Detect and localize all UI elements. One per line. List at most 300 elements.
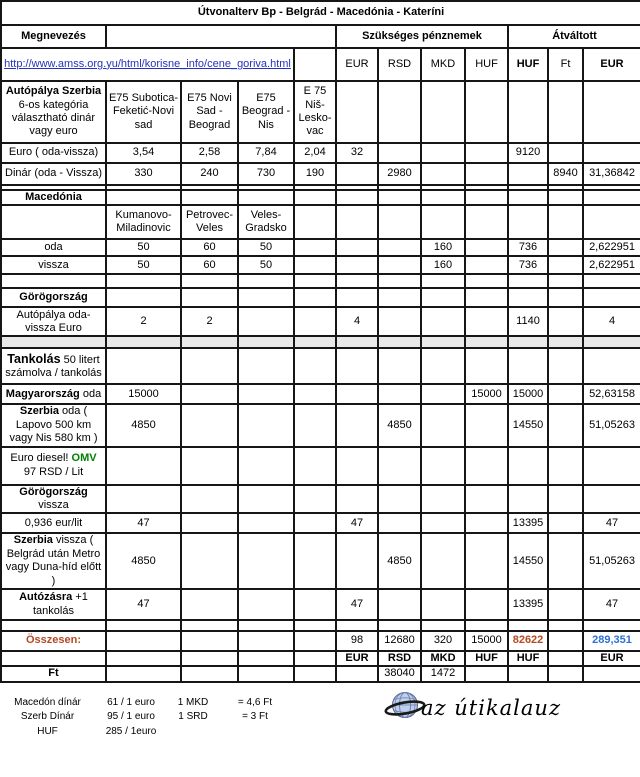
table-cell <box>1 447 106 485</box>
empty-cell <box>106 25 336 48</box>
empty-cell <box>294 256 336 274</box>
rate-equivalent: = 4,6 Ft <box>237 696 273 708</box>
table-cell: 47 <box>583 589 640 620</box>
empty-cell <box>421 513 465 533</box>
empty-cell <box>106 651 181 666</box>
text-segment: Görögország <box>19 485 88 498</box>
empty-cell <box>583 274 640 288</box>
table-cell: 15000 <box>106 384 181 404</box>
empty-cell <box>181 404 238 446</box>
empty-cell <box>294 447 336 485</box>
empty-cell <box>378 447 421 485</box>
empty-cell <box>548 404 583 446</box>
table-cell: Görögország <box>1 288 106 307</box>
dinar-oda-vissza-row <box>1 163 640 185</box>
empty-cell <box>294 651 336 666</box>
empty-cell <box>336 384 378 404</box>
empty-cell <box>421 447 465 485</box>
empty-cell <box>465 404 508 446</box>
empty-cell <box>1 651 106 666</box>
euro-diesel-row <box>1 447 640 485</box>
table-cell <box>1 533 106 589</box>
text-segment: Autópálya Szerbia <box>5 85 102 98</box>
empty-cell <box>421 533 465 589</box>
table-cell: 736 <box>508 256 548 274</box>
rate-value: 95 / 1 euro <box>107 711 155 723</box>
empty-cell <box>238 631 294 651</box>
table-cell: 2,58 <box>181 143 238 163</box>
empty-cell <box>238 651 294 666</box>
empty-cell <box>181 620 238 631</box>
empty-cell <box>106 485 181 514</box>
spacer-row <box>1 620 640 631</box>
table-cell <box>1 81 106 143</box>
text-segment: Szerbia <box>13 534 53 547</box>
empty-cell <box>548 81 583 143</box>
empty-cell <box>336 274 378 288</box>
spacer-row <box>1 274 640 288</box>
empty-cell <box>336 239 378 256</box>
logo-text: az útikalauz <box>421 695 562 720</box>
eur-per-lit-row <box>1 513 640 533</box>
empty-cell <box>548 651 583 666</box>
empty-cell <box>238 307 294 336</box>
table-cell: 736 <box>508 239 548 256</box>
table-cell: 2,622951 <box>583 256 640 274</box>
empty-cell <box>294 666 336 681</box>
empty-cell <box>548 143 583 163</box>
table-cell: Szükséges pénznemek <box>336 25 508 48</box>
empty-cell <box>336 348 378 384</box>
table-cell: 7,84 <box>238 143 294 163</box>
empty-cell <box>548 666 583 681</box>
empty-cell <box>378 620 421 631</box>
gorogorszag-section-row <box>1 288 640 307</box>
table-cell: 15000 <box>508 384 548 404</box>
empty-cell <box>238 447 294 485</box>
empty-cell <box>181 533 238 589</box>
osszesen-row <box>1 631 640 651</box>
empty-cell <box>583 666 640 681</box>
table-cell: 50 <box>238 256 294 274</box>
empty-cell <box>421 589 465 620</box>
empty-cell <box>465 485 508 514</box>
text-segment: vissza ( Belgrád után Metro vagy Duna-híd előtt ) <box>5 534 102 587</box>
rate-unit: 1 SRD <box>178 711 208 723</box>
table-cell: 51,05263 <box>583 404 640 446</box>
table-cell: 47 <box>336 589 378 620</box>
table-cell: EUR <box>583 48 640 81</box>
table-cell: HUF <box>465 651 508 666</box>
empty-cell <box>294 620 336 631</box>
empty-cell <box>294 485 336 514</box>
empty-cell <box>465 307 508 336</box>
table-cell: Útvonalterv Bp - Belgrád - Macedónia - Kateríni <box>1 1 640 25</box>
table-cell <box>1 589 106 620</box>
szerbia-oda-row <box>1 404 640 446</box>
rate-unit <box>167 725 219 740</box>
rate-unit: 1 MKD <box>177 696 209 708</box>
table-cell <box>1 404 106 446</box>
empty-cell <box>583 205 640 239</box>
empty-cell <box>548 205 583 239</box>
empty-cell <box>1 620 106 631</box>
shaded-separator-row <box>1 336 640 348</box>
empty-cell <box>508 336 548 348</box>
empty-cell <box>294 48 336 81</box>
empty-cell <box>336 256 378 274</box>
empty-cell <box>336 447 378 485</box>
text-segment: +1 tankolás <box>33 591 88 617</box>
rate-label: Szerb Dínár <box>20 711 75 723</box>
empty-cell <box>583 336 640 348</box>
table-cell: EUR <box>583 651 640 666</box>
empty-cell <box>378 307 421 336</box>
source-url-link[interactable]: http://www.amss.org.yu/html/korisne_info/cene_goriva.html <box>1 48 294 81</box>
table-cell <box>1 485 106 514</box>
empty-cell <box>508 447 548 485</box>
szerbia-vissza-row <box>1 533 640 589</box>
empty-cell <box>181 631 238 651</box>
empty-cell <box>421 485 465 514</box>
empty-cell <box>465 288 508 307</box>
empty-cell <box>378 190 421 205</box>
empty-cell <box>181 190 238 205</box>
table-cell: 8940 <box>548 163 583 185</box>
text-segment: 6-os kategória választható dinár vagy euro <box>11 98 96 138</box>
empty-cell <box>378 589 421 620</box>
table-cell: EUR <box>336 651 378 666</box>
rate-value: 61 / 1 euro <box>107 696 155 708</box>
table-cell: 15000 <box>465 384 508 404</box>
table-cell: 82622 <box>508 631 548 651</box>
table-cell: 31,36842 <box>583 163 640 185</box>
empty-cell <box>548 447 583 485</box>
empty-cell <box>548 288 583 307</box>
empty-cell <box>378 143 421 163</box>
empty-cell <box>548 190 583 205</box>
empty-cell <box>465 190 508 205</box>
header-row <box>1 25 640 48</box>
rate-label: HUF <box>37 725 58 737</box>
table-cell: 4850 <box>378 404 421 446</box>
empty-cell <box>294 239 336 256</box>
empty-cell <box>421 288 465 307</box>
empty-cell <box>465 447 508 485</box>
empty-cell <box>548 256 583 274</box>
empty-cell <box>238 589 294 620</box>
empty-cell <box>336 404 378 446</box>
table-cell: Veles-Gradsko <box>238 205 294 239</box>
text-segment: 50 litert számolva / tankolás <box>5 354 102 380</box>
table-cell: E75 Subotica-Feketić-Novi sad <box>106 81 181 143</box>
empty-cell <box>583 81 640 143</box>
empty-cell <box>548 589 583 620</box>
euro-oda-vissza-row <box>1 143 640 163</box>
table-cell: 1140 <box>508 307 548 336</box>
empty-cell <box>583 485 640 514</box>
table-cell: Ft <box>548 48 583 81</box>
table-cell: 2 <box>181 307 238 336</box>
empty-cell <box>336 336 378 348</box>
empty-cell <box>465 589 508 620</box>
empty-cell <box>378 274 421 288</box>
empty-cell <box>294 205 336 239</box>
rate-label: Macedón dínár <box>14 696 81 708</box>
empty-cell <box>378 239 421 256</box>
empty-cell <box>238 288 294 307</box>
table-cell: 4 <box>336 307 378 336</box>
empty-cell <box>465 513 508 533</box>
table-cell: 50 <box>238 239 294 256</box>
table-cell: EUR <box>336 48 378 81</box>
empty-cell <box>465 81 508 143</box>
table-cell: HUF <box>508 651 548 666</box>
text-segment: OMV <box>71 452 97 465</box>
empty-cell <box>508 163 548 185</box>
text-segment: Szerbia <box>19 405 59 418</box>
ft-row <box>1 666 640 681</box>
empty-cell <box>378 288 421 307</box>
empty-cell <box>465 274 508 288</box>
empty-cell <box>548 348 583 384</box>
table-cell: E75 Novi Sad -Beograd <box>181 81 238 143</box>
table-cell: Dinár (oda - Vissza) <box>1 163 106 185</box>
table-cell: oda <box>1 239 106 256</box>
autopalya-szerbia-row <box>1 81 640 143</box>
currency-header-row <box>1 48 640 81</box>
table-cell: 289,351 <box>583 631 640 651</box>
gorogorszag-autopalya-row <box>1 307 640 336</box>
empty-cell <box>181 589 238 620</box>
empty-cell <box>421 620 465 631</box>
empty-cell <box>181 666 238 681</box>
table-cell: 1472 <box>421 666 465 681</box>
table-cell: 2,04 <box>294 143 336 163</box>
macedonia-oda-row <box>1 239 640 256</box>
table-cell: 730 <box>238 163 294 185</box>
table-cell: Macedónia <box>1 190 106 205</box>
table-cell: 330 <box>106 163 181 185</box>
empty-cell <box>548 307 583 336</box>
title-row <box>1 1 640 25</box>
table-cell: 160 <box>421 239 465 256</box>
table-cell: E 75 Niš-Lesko-vac <box>294 81 336 143</box>
empty-cell <box>238 666 294 681</box>
empty-cell <box>421 81 465 143</box>
empty-cell <box>421 336 465 348</box>
table-cell: 98 <box>336 631 378 651</box>
table-cell: 14550 <box>508 404 548 446</box>
empty-cell <box>181 513 238 533</box>
table-cell: 2,622951 <box>583 239 640 256</box>
empty-cell <box>336 666 378 681</box>
table-cell: 47 <box>106 513 181 533</box>
empty-cell <box>583 620 640 631</box>
table-cell: 38040 <box>378 666 421 681</box>
table-cell: 60 <box>181 239 238 256</box>
table-cell: 320 <box>421 631 465 651</box>
empty-cell <box>378 81 421 143</box>
empty-cell <box>336 533 378 589</box>
empty-cell <box>378 513 421 533</box>
empty-cell <box>583 143 640 163</box>
empty-cell <box>238 513 294 533</box>
empty-cell <box>294 348 336 384</box>
empty-cell <box>1 336 106 348</box>
empty-cell <box>336 190 378 205</box>
footer <box>0 683 640 758</box>
empty-cell <box>238 620 294 631</box>
table-cell: Euro ( oda-vissza) <box>1 143 106 163</box>
empty-cell <box>181 384 238 404</box>
empty-cell <box>583 288 640 307</box>
empty-cell <box>106 274 181 288</box>
empty-cell <box>548 274 583 288</box>
empty-cell <box>106 447 181 485</box>
empty-cell <box>106 190 181 205</box>
empty-cell <box>378 485 421 514</box>
empty-cell <box>294 589 336 620</box>
empty-cell <box>294 288 336 307</box>
empty-cell <box>106 348 181 384</box>
table-cell: MKD <box>421 651 465 666</box>
empty-cell <box>421 190 465 205</box>
text-segment: Euro diesel! <box>10 452 72 465</box>
empty-cell <box>583 190 640 205</box>
table-cell: vissza <box>1 256 106 274</box>
empty-cell <box>378 384 421 404</box>
empty-cell <box>421 307 465 336</box>
empty-cell <box>548 513 583 533</box>
empty-cell <box>508 666 548 681</box>
empty-cell <box>294 631 336 651</box>
table-cell: Ft <box>1 666 106 681</box>
empty-cell <box>421 404 465 446</box>
empty-cell <box>583 447 640 485</box>
text-segment: oda ( Lapovo 500 km vagy Nis 580 km ) <box>9 405 98 445</box>
empty-cell <box>465 256 508 274</box>
empty-cell <box>238 485 294 514</box>
empty-cell <box>294 336 336 348</box>
macedonia-vissza-row <box>1 256 640 274</box>
empty-cell <box>181 651 238 666</box>
empty-cell <box>336 163 378 185</box>
table-cell: Átváltott <box>508 25 640 48</box>
empty-cell <box>238 348 294 384</box>
table-cell: 15000 <box>465 631 508 651</box>
table-cell: Kumanovo-Miladinovic <box>106 205 181 239</box>
empty-cell <box>508 485 548 514</box>
rate-equivalent <box>219 725 291 740</box>
empty-cell <box>106 666 181 681</box>
table-cell: 13395 <box>508 589 548 620</box>
table-cell: RSD <box>378 48 421 81</box>
empty-cell <box>181 274 238 288</box>
table-cell: 50 <box>106 239 181 256</box>
empty-cell <box>294 404 336 446</box>
magyarorszag-oda-row <box>1 384 640 404</box>
empty-cell <box>465 205 508 239</box>
table-cell: Megnevezés <box>1 25 106 48</box>
empty-cell <box>378 205 421 239</box>
table-cell: 60 <box>181 256 238 274</box>
empty-cell <box>294 384 336 404</box>
empty-cell <box>181 485 238 514</box>
macedonia-routes-row <box>1 205 640 239</box>
empty-cell <box>336 205 378 239</box>
table-cell: MKD <box>421 48 465 81</box>
empty-cell <box>465 143 508 163</box>
empty-cell <box>508 620 548 631</box>
empty-cell <box>548 620 583 631</box>
empty-cell <box>421 274 465 288</box>
empty-cell <box>508 288 548 307</box>
empty-cell <box>294 190 336 205</box>
empty-cell <box>465 533 508 589</box>
empty-cell <box>378 256 421 274</box>
empty-cell <box>583 348 640 384</box>
empty-cell <box>106 631 181 651</box>
table-cell: 2980 <box>378 163 421 185</box>
table-cell: 47 <box>583 513 640 533</box>
table-cell: Autópálya oda-vissza Euro <box>1 307 106 336</box>
utikalauz-logo <box>384 689 561 727</box>
empty-cell <box>465 239 508 256</box>
table-cell: 4850 <box>378 533 421 589</box>
empty-cell <box>548 485 583 514</box>
empty-cell <box>294 274 336 288</box>
table-cell: E75 Beograd - Nis <box>238 81 294 143</box>
table-cell: 240 <box>181 163 238 185</box>
empty-cell <box>1 274 106 288</box>
table-cell: 47 <box>336 513 378 533</box>
empty-cell <box>508 348 548 384</box>
empty-cell <box>421 143 465 163</box>
empty-cell <box>181 447 238 485</box>
text-segment: oda <box>79 387 102 400</box>
empty-cell <box>106 620 181 631</box>
empty-cell <box>238 190 294 205</box>
empty-cell <box>465 348 508 384</box>
table-cell: 51,05263 <box>583 533 640 589</box>
table-cell: 12680 <box>378 631 421 651</box>
table-cell: 3,54 <box>106 143 181 163</box>
empty-cell <box>294 513 336 533</box>
empty-cell <box>294 533 336 589</box>
tankolas-section-row <box>1 348 640 384</box>
table-cell: 0,936 eur/lit <box>1 513 106 533</box>
table-cell: 32 <box>336 143 378 163</box>
table-cell: Petrovec-Veles <box>181 205 238 239</box>
empty-cell <box>465 336 508 348</box>
text-segment: vissza <box>38 499 69 512</box>
empty-cell <box>508 205 548 239</box>
empty-cell <box>421 163 465 185</box>
table-cell: 50 <box>106 256 181 274</box>
table-cell: 13395 <box>508 513 548 533</box>
empty-cell <box>336 485 378 514</box>
table-cell: 190 <box>294 163 336 185</box>
empty-cell <box>181 336 238 348</box>
text-segment: Magyarország <box>5 387 80 400</box>
table-cell <box>1 384 106 404</box>
empty-cell <box>378 348 421 384</box>
empty-cell <box>421 348 465 384</box>
empty-cell <box>465 620 508 631</box>
empty-cell <box>181 288 238 307</box>
empty-cell <box>548 239 583 256</box>
